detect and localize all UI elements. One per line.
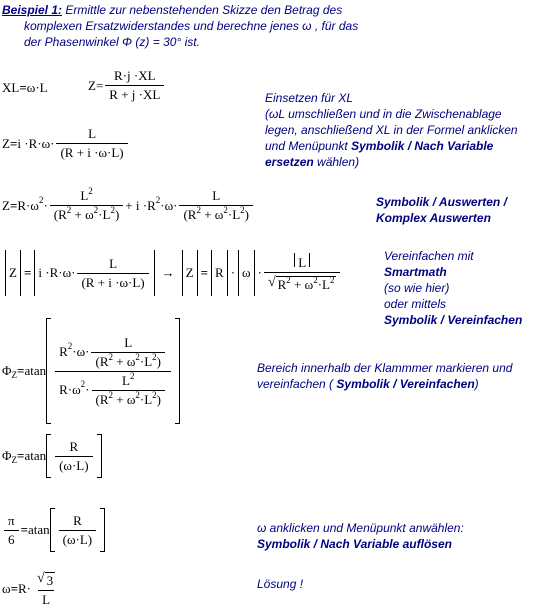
abs-bar (154, 250, 155, 296)
note-select-bracket (257, 360, 512, 392)
term: i ·R·ω· (38, 265, 76, 280)
bracket-left (50, 508, 55, 552)
exponent: 2 (108, 389, 113, 400)
exponent: 2 (313, 275, 318, 285)
denominator: L (38, 590, 54, 608)
equals-sign: = (200, 265, 209, 280)
omega-symbol: ω (2, 581, 11, 596)
numerator (33, 570, 59, 590)
xl-rhs: ω·L (26, 80, 48, 95)
term: ·L (317, 277, 330, 292)
note-line: und Menüpunkt (265, 139, 352, 153)
note-line: Vereinfachen mit (384, 249, 474, 263)
fraction (55, 335, 171, 408)
numerator: π (8, 512, 15, 528)
phi-symbol: Φ (2, 363, 12, 378)
abs-bar (238, 250, 239, 296)
term: (R (95, 391, 109, 407)
abs-bar (254, 250, 255, 296)
dot: · (257, 265, 262, 280)
numerator: R·j ·XL (114, 68, 156, 83)
denominator: (R + i ·ω·L) (77, 273, 148, 291)
equals-sign: = (17, 363, 25, 378)
menu-path: Komplex Auswerten (376, 211, 491, 225)
term: ·ω· (160, 197, 178, 213)
term: ·ω· (72, 344, 90, 359)
exponent: 2 (329, 275, 335, 285)
fraction (179, 188, 253, 223)
radical-sign: √ (267, 275, 276, 290)
term: + ω (290, 277, 314, 292)
bracket-left (46, 434, 51, 478)
term: ) (156, 391, 162, 407)
abs-bar (309, 253, 310, 267)
note-line: ω anklicken und Menüpunkt anwählen: (257, 521, 464, 535)
exponent: 2 (240, 205, 245, 215)
intro-line-1: Ermittle zur nebenstehenden Skizze den Betrag des (62, 3, 343, 17)
abs-bar (182, 250, 183, 296)
note-line: (so wie hier) (384, 281, 450, 295)
menu-path: Symbolik / Vereinfachen (384, 313, 523, 327)
abs-bar (211, 250, 212, 296)
fraction (56, 126, 127, 161)
note-line: (ωL umschließen und in die Zwischenablage (265, 107, 502, 121)
menu-path: Symbolik / Vereinfachen (336, 377, 475, 391)
formula-phi-atan[interactable] (2, 318, 180, 424)
bracket-right (97, 434, 102, 478)
denominator (55, 371, 171, 408)
denominator: R + j ·XL (105, 85, 164, 103)
example-label: Beispiel 1: (2, 3, 63, 17)
term: R· (17, 581, 31, 596)
fraction (55, 439, 93, 474)
exponent: 2 (110, 205, 115, 215)
equals-sign: = (9, 135, 18, 151)
denominator (179, 205, 253, 223)
subscript: Z (11, 455, 18, 465)
term: (R (95, 353, 109, 369)
equals-sign: = (19, 80, 27, 95)
subscript: Z (11, 370, 18, 380)
formula-pi-over-6[interactable] (2, 508, 105, 552)
exponent: 2 (152, 351, 157, 362)
menu-path: Smartmath (384, 265, 447, 279)
function-name: atan (24, 363, 47, 378)
bracket-left (46, 318, 51, 424)
term: + ω (71, 207, 94, 222)
note-line: oder mittels (384, 297, 447, 311)
numerator (287, 253, 317, 272)
abs-bar (294, 253, 295, 267)
numerator: L (212, 188, 221, 203)
formula-z-substituted[interactable] (2, 126, 130, 161)
equals-sign: = (9, 197, 18, 213)
fraction (59, 513, 97, 548)
numerator (118, 370, 138, 390)
term: i ·R·ω· (17, 135, 55, 151)
denominator: (ω·L) (59, 530, 97, 548)
dot: · (85, 382, 90, 397)
fraction (4, 513, 19, 548)
equals-sign: = (17, 448, 25, 463)
abs-bar (227, 250, 228, 296)
formula-xl[interactable] (2, 80, 48, 96)
exponent: 2 (135, 351, 140, 362)
term: ·L (139, 353, 153, 369)
formula-solution[interactable] (2, 568, 61, 610)
exponent: 2 (223, 205, 228, 215)
denominator: (ω·L) (55, 456, 93, 474)
menu-path: Symbolik / Auswerten / (376, 195, 507, 209)
numerator (55, 335, 171, 371)
formula-abs-z[interactable] (2, 250, 342, 296)
exponent: 2 (129, 370, 135, 381)
note-solve (257, 520, 464, 552)
denominator (91, 352, 165, 370)
equals-sign: = (23, 265, 32, 280)
term: R (59, 344, 68, 359)
dot: · (43, 197, 48, 213)
exponent: 2 (286, 275, 291, 285)
bracket-right (175, 318, 180, 424)
term: ·L (98, 207, 111, 222)
term: ·L (227, 207, 241, 222)
denominator (50, 205, 124, 223)
equals-sign: = (20, 522, 28, 537)
intro-line-2: komplexen Ersatzwiderstandes und berechne jenes ω , für das (24, 19, 359, 33)
abs-bar (20, 250, 21, 296)
menu-path: Symbolik / Nach Variable (351, 139, 494, 153)
term: + ω (112, 353, 136, 369)
phi-symbol: Φ (2, 448, 12, 463)
term: ) (114, 207, 120, 222)
z-symbol: Z (88, 77, 96, 93)
fraction (264, 253, 341, 293)
abs-bar (5, 250, 6, 296)
radicand: $R^2 + \omega^2\cdot L^2$ (277, 275, 335, 292)
term: L (122, 372, 130, 388)
exponent: 2 (135, 389, 140, 400)
exponent: 2 (155, 194, 161, 205)
term: ) (244, 207, 249, 222)
note-evaluate (376, 194, 507, 226)
arrow-icon: → (161, 265, 175, 280)
menu-path: ersetzen (265, 155, 314, 169)
fraction (33, 570, 59, 608)
term: + ω (113, 391, 136, 407)
numerator (76, 188, 96, 205)
term: R·ω (17, 197, 39, 213)
term: + ω (200, 207, 224, 222)
denominator (264, 272, 341, 293)
denominator (92, 390, 166, 408)
formula-z-initial[interactable] (88, 68, 166, 103)
xl-symbol: XL (2, 80, 20, 95)
fraction (105, 68, 164, 103)
fraction (91, 335, 165, 370)
term: ω (242, 265, 251, 280)
function-name: atan (24, 448, 47, 463)
numerator: L (124, 334, 133, 350)
note-solution (257, 576, 303, 592)
exponent: 2 (93, 205, 99, 215)
formula-z-complex[interactable] (2, 188, 255, 223)
note-line: wählen) (313, 155, 360, 169)
term: ·L (139, 391, 153, 407)
menu-path: Symbolik / Nach Variable auflösen (257, 537, 452, 551)
formula-phi-simplified[interactable] (2, 434, 102, 478)
exponent: 2 (108, 351, 113, 362)
intro-line-3: der Phasenwinkel Φ (z) = 30° ist. (24, 35, 200, 49)
equals-sign: = (95, 77, 104, 93)
bracket-right (100, 508, 105, 552)
note-substitute (265, 90, 518, 170)
exponent: 2 (67, 341, 73, 351)
z-symbol: Z (2, 135, 10, 151)
abs-bar (34, 250, 35, 296)
exponent: 2 (38, 194, 44, 205)
exponent: 2 (80, 379, 86, 389)
denominator: (R + i ·ω·L) (56, 143, 127, 161)
intro-text (2, 2, 358, 50)
radicand: 3 (46, 573, 54, 588)
note-line: Einsetzen für XL (265, 91, 354, 105)
term: L (80, 188, 89, 203)
numerator: L (109, 255, 118, 271)
term: ) (156, 353, 161, 369)
abs-bar (197, 250, 198, 296)
exponent: 2 (66, 205, 72, 215)
term: R (215, 265, 224, 280)
sqrt (268, 276, 337, 293)
note-simplify (384, 248, 522, 328)
term: R·ω (59, 382, 81, 397)
z-symbol: Z (9, 265, 17, 280)
function-name: atan (28, 522, 50, 537)
equals-sign: = (10, 581, 18, 596)
dot: · (230, 265, 236, 280)
exponent: 2 (152, 389, 157, 400)
z-symbol: Z (185, 265, 194, 280)
fraction (77, 256, 148, 291)
numerator: R (73, 512, 82, 528)
term: (R (53, 207, 67, 222)
z-symbol: Z (2, 197, 10, 213)
note-line: Lösung ! (257, 577, 304, 591)
numerator: L (88, 126, 97, 141)
exponent: 2 (196, 205, 201, 215)
term: L (298, 255, 307, 270)
sqrt (37, 572, 55, 589)
numerator: R (69, 438, 79, 454)
denominator: 6 (4, 530, 19, 548)
term: + i ·R (125, 197, 156, 213)
term: (R (183, 207, 197, 222)
note-line: Bereich innerhalb der Klammmer markieren und (257, 361, 513, 375)
note-line: legen, anschließend XL in der Formel anklicken (265, 123, 518, 137)
fraction (92, 370, 166, 408)
exponent: 2 (88, 186, 93, 196)
note-line: vereinfachen ( (257, 377, 337, 391)
fraction (50, 188, 124, 223)
note-line: ) (474, 377, 479, 391)
radical-sign: √ (36, 571, 45, 586)
